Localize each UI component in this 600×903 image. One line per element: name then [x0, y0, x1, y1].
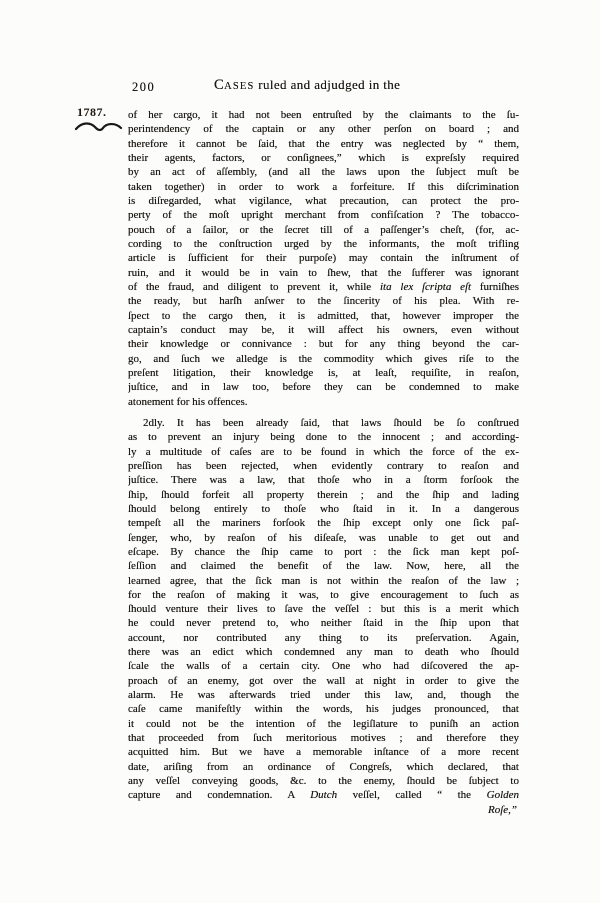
text-segment: ſcale the walls of a certain city. One who had diſcovered the ap-	[128, 660, 519, 673]
text-line	[128, 659, 519, 673]
text-segment: by an act of aſſembly, (and all the laws upon the ſubject muſt be	[128, 166, 519, 179]
text-segment: it could not be the intention of the legiſlature to puniſh an action	[128, 717, 519, 730]
year-brace-icon	[74, 120, 124, 133]
text-segment: therefore it cannot be ſaid, that the entry was neglected by “ them,	[128, 137, 519, 150]
text-line	[128, 237, 519, 251]
text-line	[128, 223, 519, 237]
text-line	[128, 602, 519, 616]
paragraph	[128, 108, 519, 409]
text-segment: 2dly. It has been already ſaid, that laws ſhould be ſo conſtrued	[143, 416, 519, 429]
text-line	[128, 337, 519, 351]
text-line	[128, 151, 519, 165]
text-segment: go, and ſuch we alledge is the commodity which gives riſe to the	[128, 352, 519, 365]
text-segment-italic: Dutch	[310, 789, 338, 802]
text-segment: preſent litigation, their knowledge is, at leaſt, requiſite, in reaſon,	[128, 366, 519, 379]
text-segment: of the fraud, and diligent to prevent it, while	[128, 280, 380, 293]
text-segment: he could never pretend to, who neither ſtaid in the ſhip upon that	[128, 617, 519, 630]
text-segment: ſeſſion and claimed the benefit of the law. Now, here, all the	[128, 560, 519, 573]
text-segment: ſhould belong entirely to thoſe who ſtaid in it. In a dangerous	[128, 502, 519, 515]
text-line	[128, 165, 519, 179]
text-line	[128, 380, 519, 394]
text-segment: atonement for his offences.	[128, 395, 248, 408]
text-line	[128, 122, 519, 136]
text-line	[128, 645, 519, 659]
text-segment: ſenger, who, by reaſon of his diſeaſe, was unable to get out and	[128, 531, 519, 544]
running-title-initial: C	[214, 77, 225, 93]
paragraph	[128, 416, 519, 803]
text-segment: cording to the conſtruction urged by the informants, the moſt trifling	[128, 237, 519, 250]
text-segment: alarm. He was afterwards tried under this law, and, though the	[128, 689, 519, 702]
text-segment: their knowledge or connivance : but for any thing beyond the car-	[128, 338, 519, 351]
text-segment: acquitted him. But we have a memorable inſtance of a more recent	[128, 746, 519, 759]
text-segment: article is ſufficient for their purpoſe) may contain the inſtrument of	[128, 252, 519, 265]
text-segment: for the reaſon of making it was, to give encouragement to ſuch as	[128, 588, 519, 601]
text-line	[128, 631, 519, 645]
text-line	[128, 366, 519, 380]
catchword: Roſe,”	[487, 803, 517, 816]
text-line	[128, 208, 519, 222]
text-line	[128, 760, 519, 774]
text-line	[128, 516, 519, 530]
text-segment: of her cargo, it had not been entruſted by the claimants to the ſu-	[128, 109, 519, 121]
text-line	[128, 309, 519, 323]
text-line	[128, 352, 519, 366]
text-line	[128, 323, 519, 337]
text-line	[128, 251, 519, 265]
text-line	[128, 502, 519, 516]
text-segment: the ready, but harſh anſwer to the ſincerity of his plea. With re-	[128, 295, 519, 308]
text-line	[128, 430, 519, 444]
text-segment: any veſſel conveying goods, &c. to the enemy, ſhould be ſubject to	[128, 775, 519, 788]
text-segment: ſhip, ſhould forfeit all property therein ; and the ſhip and lading	[128, 488, 519, 501]
text-segment: proach of an enemy, got over the wall at night in order to give the	[128, 674, 519, 687]
margin-year: 1787.	[77, 105, 107, 119]
text-segment: pouch of a ſailor, or the ſecret till of a paſſenger’s cheſt, (for, ac-	[128, 223, 519, 236]
running-title	[214, 77, 400, 94]
text-line	[128, 559, 519, 573]
text-line	[128, 674, 519, 688]
text-line	[128, 531, 519, 545]
page-number: 200	[132, 80, 156, 94]
text-line	[128, 588, 519, 602]
text-segment: veſſel, called “ the	[337, 789, 487, 802]
text-line	[128, 488, 519, 502]
text-line	[128, 395, 519, 409]
text-segment: that proceeded from ſuch meritorious motives ; and therefore they	[128, 732, 519, 745]
text-segment: taken together) in order to work a forfeiture. If this diſcrimination	[128, 180, 519, 193]
text-line	[128, 702, 519, 716]
text-segment: capture and condemnation. A	[128, 789, 311, 802]
text-line	[128, 108, 519, 122]
text-segment: preſſion has been rejected, when evidently contrary to reaſon and	[128, 459, 519, 472]
text-segment: tempeſt all the mariners forſook the ſhip except only one ſick paſ-	[128, 517, 519, 530]
text-line	[128, 717, 519, 731]
text-segment: juſtice, and in law too, before they can be condemned to make	[128, 381, 519, 394]
text-segment: perty of the moſt upright merchant from confiſcation ? The tobacco-	[128, 209, 519, 222]
text-line	[128, 280, 519, 294]
text-segment: juſtice. There was a law, that thoſe who in a ſtorm forſook the	[128, 474, 519, 487]
text-segment-italic: ita lex ſcripta eſt	[379, 280, 472, 293]
text-segment-italic: Golden	[486, 789, 519, 802]
text-line	[128, 194, 519, 208]
running-title-caps: ASES	[224, 81, 255, 92]
text-line	[128, 788, 519, 802]
text-segment: is diſregarded, what vigilance, what precaution, can protect the pro-	[128, 194, 519, 207]
text-segment: date, ariſing from an ordinance of Congreſs, which declared, that	[128, 760, 519, 773]
text-segment: perintendency of the captain or any other perſon on board ; and	[128, 123, 519, 136]
text-line	[128, 137, 519, 151]
text-line	[128, 459, 519, 473]
text-line	[128, 574, 519, 588]
text-segment: ſpect to the cargo then, it is admitted, that, however improper the	[128, 309, 519, 322]
text-line	[128, 774, 519, 788]
text-line	[128, 416, 519, 430]
text-line	[128, 731, 519, 745]
text-line	[128, 473, 519, 487]
running-title-rest: ruled and adjudged in the	[254, 77, 401, 92]
text-line	[128, 616, 519, 630]
text-block	[128, 108, 519, 817]
text-segment: ly a multitude of caſes are to be found in which the force of the ex-	[128, 445, 519, 458]
text-segment: ſhould venture their lives to ſave the veſſel : but this is a merit which	[128, 603, 519, 616]
text-segment: account, nor contributed any thing to its preſervation. Again,	[128, 631, 519, 644]
text-segment: captain’s conduct may be, it will affect his owners, even without	[128, 323, 519, 336]
text-segment: there was an edict which condemned any man to death who ſhould	[128, 646, 519, 659]
text-line	[128, 445, 519, 459]
text-segment: ruin, and it would be in vain to ſhew, that the ſufferer was ignorant	[128, 266, 519, 279]
text-segment: their agents, factors, or conſignees,” which is expreſsly required	[128, 151, 519, 164]
text-line	[128, 294, 519, 308]
text-segment: furniſhes	[471, 280, 519, 293]
text-line	[128, 545, 519, 559]
text-line	[128, 266, 519, 280]
text-segment: caſe came manifeſtly within the words, his judges pronounced, that	[128, 703, 519, 716]
text-segment: as to prevent an injury being done to the innocent ; and according-	[128, 431, 519, 444]
text-segment: eſcape. By chance the ſhip came to port : the ſick man kept poſ-	[128, 545, 519, 558]
text-line	[128, 745, 519, 759]
text-segment: learned agree, that the ſick man is not within the reaſon of the law ;	[128, 574, 519, 587]
text-line	[128, 180, 519, 194]
text-line	[128, 688, 519, 702]
